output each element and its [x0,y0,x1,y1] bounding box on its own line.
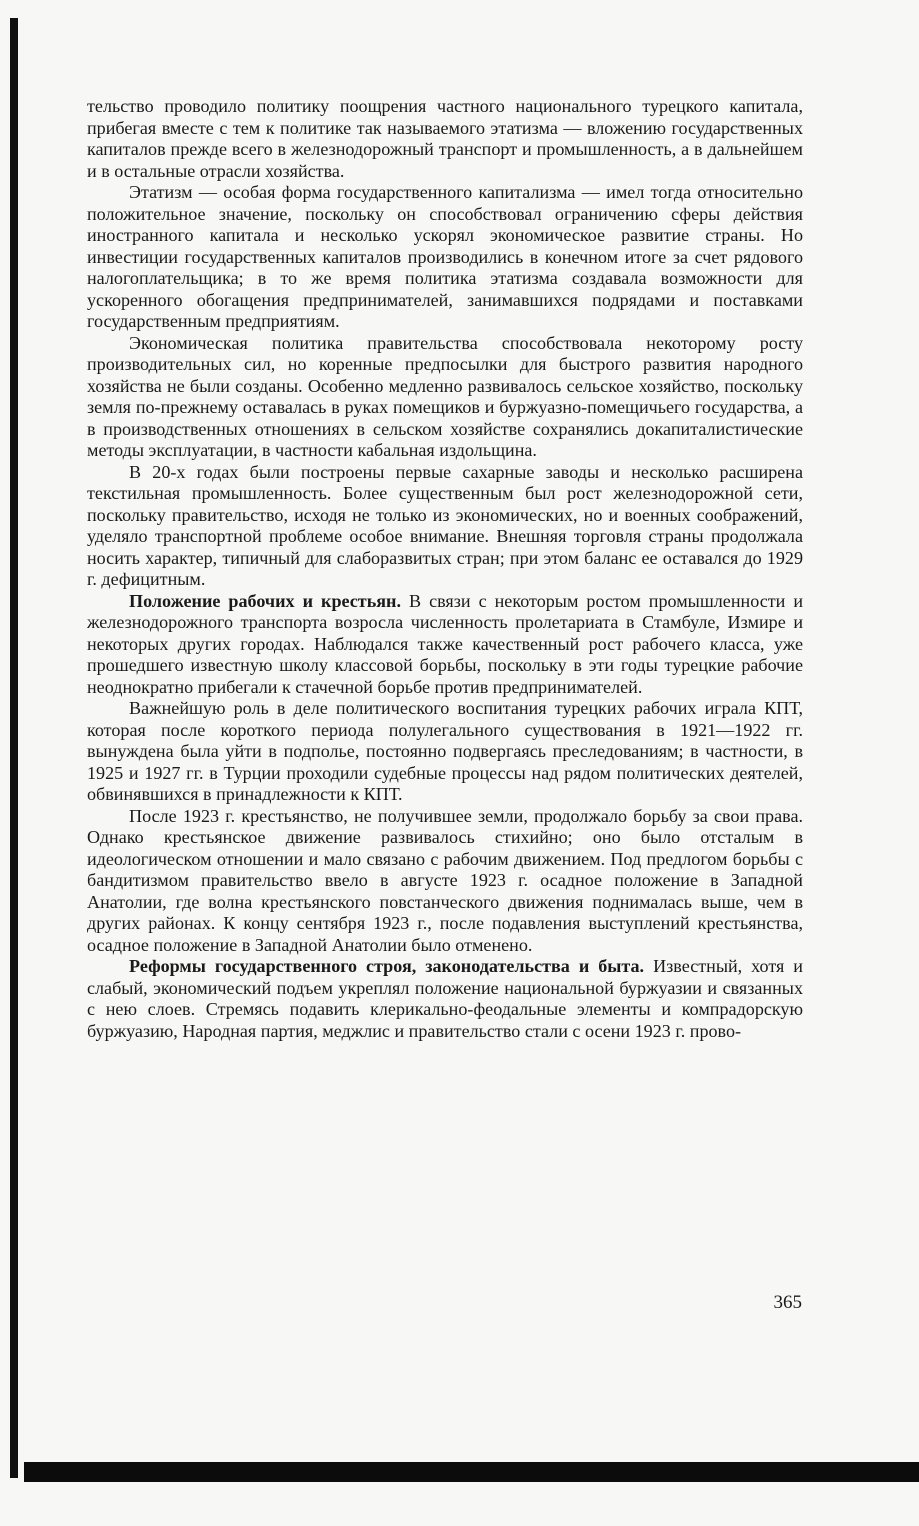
scan-bottom-edge-shadow [24,1462,919,1482]
paragraph [87,698,803,806]
section-heading: Положение рабочих и крестьян. [129,590,402,611]
paragraph [87,462,803,591]
paragraph [87,591,803,699]
paragraph-text: После 1923 г. крестьянство, не получившее земли, продолжало борьбу за свои права. Однако крестьянское движение развивалось стихийно; оно было отсталым в идеологическом отношении и мало связано с рабочим движением. Под предлогом борьбы с бандитизмом правительство ввело в августе 1923 г. осадное положение в Западной Анатолии, где волна крестьянского повстанческого движения поднималась выше, чем в других районах. К концу сентября 1923 г., после подавления выступлений крестьянства, осадное положение в Западной Анатолии было отменено. [87,805,803,955]
paragraph-text: В 20-х годах были построены первые сахарные заводы и несколько расширена текстильная промышленность. Более существенным был рост железнодорожной сети, поскольку правительство, исходя не только из экономических, но и военных соображений, уделяло транспортной проблеме особое внимание. Внешняя торговля страны продолжала носить характер, типичный для слаборазвитых стран; при этом баланс ее оставался до 1929 г. дефицитным. [87,461,803,589]
paragraph-text: Важнейшую роль в деле политического воспитания турецких рабочих играла КПТ, которая после короткого периода полулегального существования в 1921—1922 гг. вынуждена была уйти в подполье, постоянно подвергаясь преследованиям; в частности, в 1925 и 1927 гг. в Турции проходили судебные процессы над рядом политических деятелей, обвинявшихся в принадлежности к КПТ. [87,698,803,804]
paragraph-text: В связи с некоторым ростом промышленности и железнодорожного транспорта возросла численность пролетариата в Стамбуле, Измире и некоторых других городах. Наблюдался также качественный рост рабочего класса, уже прошедшего известную школу классовой борьбы, поскольку в эти годы турецкие рабочие неоднократно прибегали к стачечной борьбе против предпринимателей. [87,590,804,697]
paragraph [87,806,803,957]
paragraph-text: Этатизм — особая форма государственного капитализма — имел тогда относительно положительное значение, поскольку он способствовал ограничению сферы действия иностранного капитала и несколько ускорял экономическое развитие страны. Но инвестиции государственных капиталов производились в конечном итоге за счет рядового налогоплательщика; в то же время политика этатизма создавала возможности для ускоренного обогащения предпринимателей, занимавшихся подрядами и поставками государственным предприятиям. [87,182,803,331]
scan-left-edge-shadow [10,18,18,1478]
paragraph-text: Известный, хотя и слабый, экономический подъем укреплял положение национальной буржуазии и связанных с нею слоев. Стремясь подавить клерикально-феодальные элементы и компрадорскую буржуазию, Народная партия, меджлис и правительство стали с осени 1923 г. прово- [87,956,803,1041]
paragraph-text: Экономическая политика правительства способствовала некоторому росту производительных сил, но коренные предпосылки для быстрого развития народного хозяйства не были созданы. Особенно медленно развивалось сельское хозяйство, поскольку земля по-прежнему оставалась в руках помещиков и буржуазно-помещичьего государства, а в производственных отношениях в сельском хозяйстве сохранялись докапиталистические методы эксплуатации, в частности кабальная издольщина. [87,332,803,460]
page-number: 365 [773,1292,802,1313]
paragraph-text: тельство проводило политику поощрения частного национального турецкого капитала, прибегая вместе с тем к политике так называемого этатизма — вложению государственных капиталов прежде всего в железнодорожный транспорт и промышленность, а в дальнейшем и в остальные отрасли хозяйства. [87,96,803,181]
paragraph [87,956,803,1042]
paragraph [87,182,803,333]
paragraph [87,333,803,462]
body-text [87,96,803,1042]
section-heading: Реформы государственного строя, законодательства и быта. [129,956,645,976]
paragraph [87,96,803,182]
